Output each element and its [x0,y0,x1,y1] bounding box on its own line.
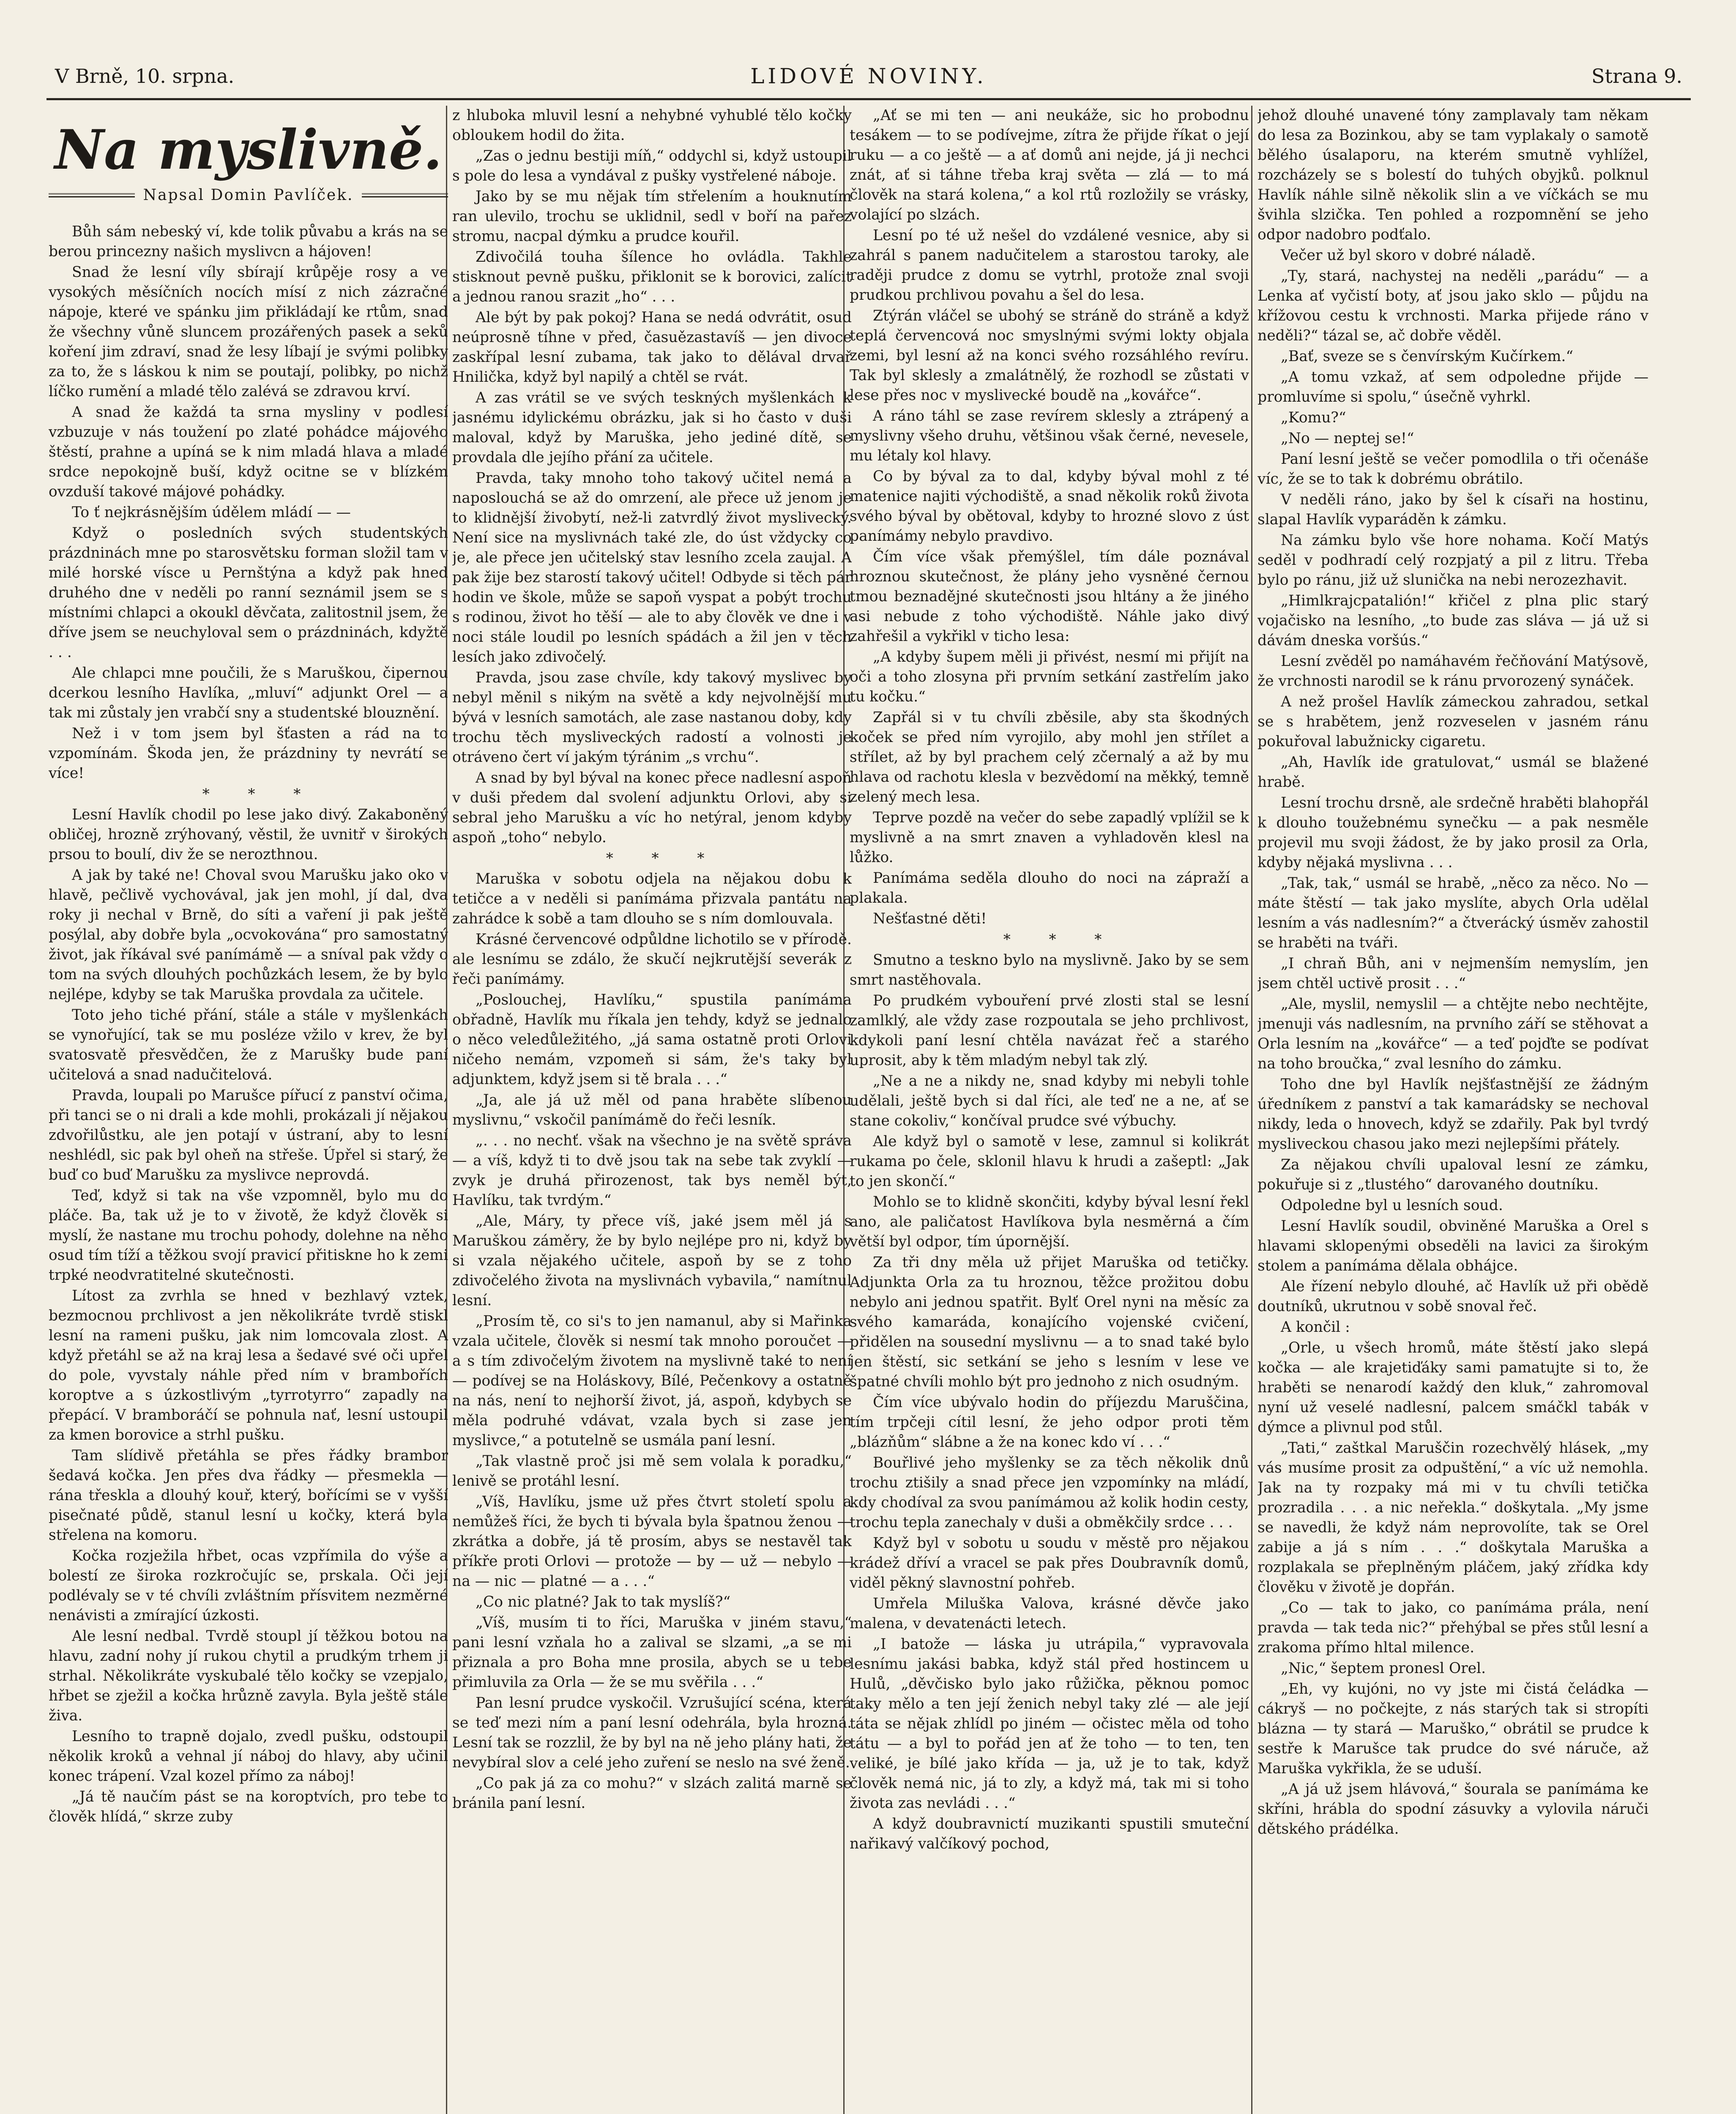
byline-row [49,185,448,205]
paragraph: Zapřál si v tu chvíli zběsile, aby sta škodných koček se před ním vyrojilo, aby mohl jen střílet a střílet, až by byl prachem celý zčernalý a až by mu hlava od rachotu klesla v bezvědomí na měkký, temně zelený mech lesa. [850,709,1249,805]
paragraph: „Ať se mi ten — ani neukáže, sic ho probodnu tesákem — to se podívejme, zítra že přijde říkat o její ruku — a co ještě — a ať domů ani nejde, já ji nechci znát, ať si táhne třeba kraj světa — zlá — to má člověk na stará kolena,“ a kol rtů rozložily se vrásky, volající po slzách. [850,107,1249,223]
paragraph: „Orle, u všech hromů, máte štěstí jako slepá kočka — ale krajetiďáky sami pamatujte si to, že hraběti se nenarodí každý den kluk,“ zahromoval nyní už veselé nadlesní, palcem smáčkl tabák v dýmce a plivnul pod stůl. [1258,1339,1649,1436]
paragraph: A než prošel Havlík zámeckou zahradou, setkal se s hrabětem, jenž rozveselen v jasném ránu pokuřoval labužnicky cigaretu. [1258,693,1649,750]
masthead-rule [46,98,1691,100]
paragraph: „Ale, Máry, ty přece víš, jaké jsem měl já s Maruškou záměry, že by bylo nejlépe pro ni, když by si vzala nějakého učitele, aspoň by se z toho zdivočelého života na myslivnách vybavila,“ namítnul lesní. [452,1213,852,1309]
paragraph: Ztýrán vláčel se ubohý se stráně do stráně a když teplá červencová noc smyslnými svými lokty objala zemi, byl lesní až na konci svého rozsáhlého revíru. Tak byl sklesly a zmalátnělý, že rozhodl se zůstati v lese přes noc v myslivecké boudě na „kovářce“. [850,307,1249,404]
paragraph: „Bať, sveze se s čenvírským Kučírkem.“ [1281,348,1574,365]
paragraph: Odpoledne byl u lesních soud. [1281,1197,1503,1214]
paragraph: Pan lesní prudce vyskočil. Vzrušující scéna, která se teď mezi ním a paní lesní odehrála, byla hrozná. Lesní tak se rozzlil, že by byl na ně jeho plány hati, že nevybíral slov a celé jeho zuření se neslo na své ženě. [452,1695,852,1771]
paragraph: Toto jeho tiché přání, stále a stále v myšlenkách se vynořující, tak se mu posléze vžilo v krev, že byl svatosvatě přesvědčen, že z Marušky bude paní učitelová a snad nadučitelová. [49,1007,448,1083]
paragraph: Ale být by pak pokoj? Hana se nedá odvrátit, osud neúprosně tíhne v před, časuězastavíš — jen divoce zaskřípal lesní zubama, tak jako to dělával drvař Hnilička, když byl napilý a chtěl se rvát. [452,309,852,386]
paragraph: „Ja, ale já už měl od pana hraběte slíbenou myslivnu,“ vskočil panímámě do řeči lesník. [452,1092,852,1128]
paragraph: Umřela Miluška Valova, krásné děvče jako malena, v devatenácti letech. [850,1595,1249,1632]
paragraph: Teď, když si tak na vše vzpomněl, bylo mu do pláče. Ba, tak už je to v životě, že když člověk si myslí, že nastane mu trochu pohody, dolehne na něho osud tím tíží a těžkou svojí pravicí přitiskne ho k zemi trpké neodvratitelné skutečnosti. [49,1187,448,1284]
paragraph: Kočka rozježila hřbet, ocas vzpřímila do výše a bolestí ze široka rozkročujíc se, prskala. Oči její podlévaly se v té chvíli zvláštním přísvitem nezměrné nenávisti a zmírající úzkosti. [49,1547,448,1624]
paragraph: „A kdyby šupem měli ji přivést, nesmí mi přijít na oči a toho zlosyna při prvním setkání zastřelím jako tu kočku.“ [850,649,1249,705]
masthead-title: LIDOVÉ NOVINY. [750,64,987,88]
paragraph: „Ty, stará, nachystej na neděli „parádu“ — a Lenka ať vyčistí boty, ať jsou jako sklo — půjdu na křížovou cestu k vrchnosti. Marka přijede ráno v neděli?“ tázal se, ač dobře věděl. [1258,268,1649,344]
paragraph: Co by býval za to dal, kdyby býval mohl z té matenice najiti východiště, a snad několik roků života svého býval by obětoval, kdyby to hrozné slovo z úst panímámy nebylo pravdivo. [850,468,1249,545]
paragraph: A končil : [1281,1319,1350,1336]
paragraph: „A tomu vzkaž, ať sem odpoledne přijde — promluvíme si spolu,“ úsečně vyhrkl. [1258,369,1649,405]
paragraph: „No — neptej se!“ [1281,430,1414,447]
paragraph: „Víš, musím ti to říci, Maruška v jiném stavu,“ pani lesní vzňala ho a zalival se slzami, „a se mi přiznala a pro Boha mne prosila, abych se u tebe přimluvila za Orla — že se mu svěřila . . .“ [452,1614,852,1691]
paragraph: A snad že každá ta srna mysliny v podlesí vzbuzuje v nás toužení po zlaté pohádce májového štěstí, prahne a upíná se k nim mladá hlava a mladé srdce nepokojně buší, když ocitne se v blízkém ovzduší takové májové pohádky. [49,404,448,500]
paragraph: A když doubravnictí muzikanti spustili smuteční nařikavý valčíkový pochod, [850,1816,1249,1852]
column-1 [49,106,448,2114]
paragraph: A ráno táhl se zase revírem sklesly a ztrápený a myslivny všeho druhu, většinou však černé, nevesele, mu létaly kol hlavy. [850,408,1249,464]
paragraph: Večer už byl skoro v dobré náladě. [1281,247,1536,264]
paragraph: „I chraň Bůh, ani v nejmenším nemyslím, jen jsem chtěl uctivě prosit . . .“ [1258,955,1649,992]
paragraph: Zdivočilá touha šílence ho ovládla. Takhle stisknout pevně pušku, přiklonit se k borovici, zalícit a jednou ranou srazit „ho“ . . . [452,249,852,305]
paragraph: Po prudkém vybouření prvé zlosti stal se lesní zamlklý, ale vždy zase rozpoutala se jeho prchlivost, kdykoli paní lesní chtěla navázat řeč a starého uprosit, aby k těm mladým nebyl tak zlý. [850,992,1249,1069]
paragraph: Ale když byl o samotě v lese, zamnul si kolikrát rukama po čele, sklonil hlavu k hrudi a zašeptl: „Jak to jen skončí.“ [850,1133,1249,1190]
paragraph: jehož dlouhé unavené tóny zamplavaly tam někam do lesa za Bozinkou, aby se tam vyplakaly o samotě bělého úsalaporu, na kterém smutně vyhlížel, rozcházely se s bolestí do tuhých obyjků. polknul Havlík náhle silně několik slin a ve víčkách se mu švihla slzička. Ten pohled a rozpomnění se jeho odpor nadobro podťalo. [1258,107,1649,243]
byline-rule-right [362,193,448,197]
paragraph: „Zas o jednu bestiji míň,“ oddychl si, když ustoupil s pole do lesa a vyndával z pušky vystřelené náboje. [452,148,852,184]
paragraph: „Nic,“ šeptem pronesl Orel. [1281,1660,1486,1677]
paragraph: Pravda, loupali po Marušce pířucí z panství očima, při tanci se o ni drali a kde mohli, prokázali jí nějakou zdvořilůstku, ale jen potají v ústraní, aby to lesní neshlédl, sic pak byl oheň na střeše. Úpřel si starý, že buď co buď Marušku za myslivce neprovdá. [49,1087,448,1183]
paragraph: „Ne a ne a nikdy ne, snad kdyby mi nebyli tohle udělali, ještě bych si dal říci, ale teď ne a ne, ať se stane cokoliv,“ končíval prudce své výbuchy. [850,1073,1249,1129]
column-4 [1258,106,1649,2114]
paragraph: Lesní Havlík soudil, obviněné Maruška a Orel s hlavami sklopenými obseděli na lavici za širokým stolem a panímáma dělala obhájce. [1258,1218,1649,1274]
paragraph: „Co — tak to jako, co panímáma prála, není pravda — tak teda nic?“ přehýbal se přes stůl lesní a zrakoma přímo hltal milence. [1258,1599,1649,1656]
paragraph: „Poslouchej, Havlíku,“ spustila panímáma obřadně, Havlík mu říkala jen tehdy, když se jednalo o něco veledůležitého, „já sama ostatně proti Orlovi ničeho nemám, vzpomeň si sám, že's taky byl adjunktem, když jsem si tě brala . . .“ [452,991,852,1088]
paragraph: „Já tě naučím pást se na koroptvích, pro tebe to člověk hlídá,“ skrze zuby [49,1788,448,1825]
paragraph: „Co pak já za co mohu?“ v slzách zalitá marně se bránila paní lesní. [452,1775,852,1812]
paragraph: Snad že lesní víly sbírají krůpěje rosy a ve vysokých měsíčních nocích mísí z nich zázračné nápoje, které ve spánku jim přikládají ke rtům, snad že všechny vůně sluncem prozářených pasek a seků koření jim zdraví, snad že lesy líbají je svými polibky za to, že s láskou k nim se poutají, polibky, po nichž líčko rumění a mladé tělo zalévá se zdravou krví. [49,264,448,400]
paragraph: Lesní Havlík chodil po lese jako divý. Zakaboněný obličej, hrozně zrýhovaný, věstil, že uvnitř v širokých prsou to boulí, div že se nerozthnou. [49,806,448,863]
paragraph: Když o posledních svých studentských prázdninách mne po starosvětsku forman složil tam v milé horské vísce u Pernštýna a když pak hned druhého dne v neděli po ranní seznámil jsem se s místními chlapci a okoukl děvčata, zalitostnil jsem, že dříve jsem se neuchyloval sem o prázdninách, kdyžtě . . . [49,525,448,661]
paragraph: Pravda, jsou zase chvíle, kdy takový myslivec by nebyl měnil s nikým na světě a kdy nejvolnější mu bývá v lesních samotách, ale zase nastanou doby, kdy trochu těch mysliveckých radostí a volnosti je otráveno čert ví jakým týránim „s vrchu“. [452,669,852,766]
paragraph: „Co nic platné? Jak to tak myslíš?“ [476,1594,731,1610]
paragraph: „Komu?“ [1281,409,1346,426]
article-byline: Napsal Domin Pavlíček. [143,186,354,204]
paragraph: Na zámku bylo vše hore nohama. Kočí Matýs seděl v podhradí celý rozpjatý a pil z litru. Třeba bylo po ránu, již už slunička na nebi nerozezhavit. [1258,532,1649,589]
paragraph: Maruška v sobotu odjela na nějakou dobu k tetičce a v neděli si panímáma přizvala pantátu na zahrádce k sobě a tam dlouho se s ním domlouvala. [452,871,852,927]
paragraph: Čím více ubývalo hodin do příjezdu Maruščina, tím trpčeji cítil lesní, že jeho odpor proti těm „blázňům“ slábne a že na konec kdo ví . . .“ [850,1394,1249,1451]
section-separator: * * * [606,850,722,867]
paragraph: „Tati,“ zaštkal Maruščin rozechvělý hlásek, „my vás musíme prosit za odpuštění,“ a víc už nemohla. Jak na ty rozpaky má mi v tu chvíli tetička prozradila . . . a nic neřekla.“ doškytala. „My jsme se navedli, že když nám neprovolíte, tak se Orel zabije a já s ním . . .“ doškytala Maruška a rozplakala se přeplněným pláčem, jaký zřídka kdy člověku v životě je dopřán. [1258,1440,1649,1596]
paragraph: Lesní trochu drsně, ale srdečně hraběti blahopřál k dlouho toužebnému synečku — a pak nesměle projevil mu svoji žádost, že by jako prosil za Orla, kdyby nějaká myslivna . . . [1258,794,1649,871]
column-1-body [49,222,448,1827]
section-separator: * * * [1003,931,1119,948]
paragraph: „Eh, vy kujóni, no vy jste mi čistá čeládka — cákryš — no počkejte, z nás starých tak si stropíti blázna — ty stará — Maruško,“ obrátil se prudce k sestře k Marušce tak prudce do své náruče, až Maruška vykřikla, že se uduší. [1258,1681,1649,1777]
paragraph: Ale lesní nedbal. Tvrdě stoupl jí těžkou botou na hlavu, zadní nohy jí rukou chytil a prudkým trhem ji strhal. Několikráte vyskubalé tělo kočky se vzepjalo, hřbet se zježil a kočka hrůzně zavyla. Byla ještě stále živa. [49,1628,448,1724]
paragraph: „I batože — láska ju utrápila,“ vypravovala lesnímu jakási babka, když stál před hostincem u Hulů, „děvčisko bylo jako růžička, pěknou pomoc taky mělo a ten její ženich nebyl taky zlé — ale její táta se nějak zhlídl po jiném — očistec měla od toho tátu — a byl to pořád jen ať že toho — to ten, ten veliké, je bílé jako křída — ja, už je to tak, když člověk nemá nic, já to zly, a když má, tak mi si toho života zas nevládi . . .“ [850,1636,1249,1812]
paragraph: Mohlo se to klidně skončiti, kdyby býval lesní řekl ano, ale paličatost Havlíkova byla nesměrná a čím větší byl odpor, tím úpornější. [850,1194,1249,1250]
paragraph: Bouřlivé jeho myšlenky se za těch několik dnů trochu ztišily a snad přece jen vzpomínky na mládí, kdy chodíval za svou panímámou až kolik hodin cesty, trochu tepla zanechaly v duši a obměkčily srdce . . . [850,1454,1249,1531]
paragraph: Čím více však přemýšlel, tím dále poznával hroznou skutečnost, že plány jeho vysněné černou tmou beznadějné skutečnosti jsou hltány a že jiného asi nebude z toho východiště. Náhle jako divý zahřešil a vykřikl v ticho lesa: [850,548,1249,645]
masthead [55,61,1682,91]
paragraph: Toho dne byl Havlík nejšťastnější ze žádným úředníkem z panství a tak kamarádsky se nechoval nikdy, leda o hnovech, když se zdařily. Pak byl tvrdý mysliveckou chasou jako mezi nejlepšími přátely. [1258,1076,1649,1153]
paragraph: A snad by byl býval na konec přece nadlesní aspoň v duši předem dal svolení adjunktu Orlovi, aby si sebral jeho Marušku a víc ho netýral, jenom kdyby aspoň „toho“ nebylo. [452,769,852,846]
paragraph: Za tři dny měla už přijet Maruška od tetičky. Adjunkta Orla za tu hroznou, těžce prožitou dobu nebylo ani jednou spatřit. Bylť Orel nyni na měsíc za svého kamaráda, konajícího vojenské cvičení, přidělen na sousední myslivnu — a to snad také bylo jen štěstí, sic setkání se jeho s lesním v lese ve špatné chvíli mohlo být pro jednoho z nich osudným. [850,1254,1249,1390]
paragraph: Nešťastné děti! [873,910,987,927]
paragraph: A jak by také ne! Choval svou Marušku jako oko v hlavě, pečlivě vychovával, jak jen mohl, jí dal, dva roky ji nechal v Brně, do síti a vaření ji pak ještě posýlal, aby dobře byla „ocvokována“ pro samostatný život, jak říkával své panímámě — a sníval pak vždy o tom na svých dlouhých pochůzkách lesem, že by bylo nejlépe, kdyby se tak Maruška provdala za učitele. [49,867,448,1003]
paragraph: Bůh sám nebeský ví, kde tolik půvabu a krás na se berou princezny našich myslivcn a hájoven! [49,223,448,260]
paragraph: z hluboka mluvil lesní a nehybné vyhublé tělo kočky obloukem hodil do žita. [452,107,852,144]
paragraph: To ť nejkrásnějším údělem mládí — — [72,504,351,521]
paragraph: Teprve pozdě na večer do sebe zapadlý vplížil se k myslivně a na smrt znaven a vyhladověn klesl na lůžko. [850,809,1249,866]
paragraph: „Tak, tak,“ usmál se hrabě, „něco za něco. No — máte štěstí — tak jako myslíte, abych Orla udělal lesním a vás nadlesním?“ a čtverácký úsměv zahostil se hraběti na tváři. [1258,875,1649,951]
column-3 [850,106,1249,2114]
masthead-date: V Brně, 10. srpna. [55,65,235,88]
paragraph: Krásné červencové odpůldne lichotilo se v přírodě. ale lesnímu se zdálo, že skučí nejkrutější severák z řeči panímámy. [452,931,852,988]
paragraph: Panímáma seděla dlouho do noci na zápraží a plakala. [850,870,1249,906]
paragraph: „Ah, Havlík ide gratulovat,“ usmál se blažené hrabě. [1258,754,1649,791]
paragraph: „. . . no nechť. však na všechno je na světě správa — a víš, když ti to dvě jsou tak na sebe tak zvyklí — zvyk je druhá přirozenost, tak bys neměl být, Havlíku, tak tvrdým.“ [452,1132,852,1209]
paragraph: „Víš, Havlíku, jsme už přes čtvrt století spolu a nemůžeš říci, že bych ti bývala byla špatnou ženou — zkrátka a dobře, já tě prosím, abys se nestavěl tak příkře proti Orlovi — protože — by — už — nebylo — na — nic — platné — a . . .“ [452,1493,852,1590]
paragraph: Lesní zvěděl po namáhavém řečňování Matýsově, že vrchnosti narodil se k ránu prvorozený synáček. [1258,653,1649,690]
paragraph: „A já už jsem hlávová,“ šourala se panímáma ke skříni, hrábla do spodní zásuvky a vylovila náruči dětského prádélka. [1258,1781,1649,1837]
column-divider [1251,106,1252,2114]
paragraph: Pravda, taky mnoho toho takový učitel nemá a naposlouchá se až do omrzení, ale přece už jenom je to klidnější živobytí, než-li zatvrdlý život myslivecký. Není sice na myslivnách také zle, do úst vždycky co je, ale přece jen učitelský stav lesního zcela zaujal. A pak žije bez starostí takový učitel! Odbyde si těch pár hodin ve škole, může se sapoň vyspat a pobýt trochu s rodinou, život ho těší — ale to aby člověk ve dne i v noci stále loudil po lesních spádách a žil jen v těch lesích jako zdivočelý. [452,470,852,665]
paragraph: Když byl v sobotu u soudu v městě pro nějakou krádež dříví a vracel se pak přes Doubravník domů, viděl pěkný slavnostní pohřeb. [850,1535,1249,1591]
paragraph: Jako by se mu nějak tím střelením a houknutím ran ulevilo, trochu se uklidnil, sedl v boří na pařez stromu, nacpal dýmku a prudce kouřil. [452,188,852,245]
paragraph: Lítost za zvrhla se hned v bezhlavý vztek, bezmocnou prchlivost a jen několikráte tvrdě stiskl lesní na rameni pušku, jak nim lomcovala zlost. A když přetáhl se až na kraj lesa a šedavé své oči upřel do pole, vyvstaly náhle před ním v brambořích koroptve a s úzkostlivým „tyrrotyrro“ zapadly na přepácí. V bramboráčí se pohnula nať, lesní ustoupil za kmen borovice a strhl pušku. [49,1287,448,1443]
paragraph: „Ale, myslil, nemyslil — a chtějte nebo nechtějte, jmenuji vás nadlesním, na prvního září se stěhovat a Orla lesním na „kovářce“ — a teď pojďte se podívat na toho broučka,“ zval lesního do zámku. [1258,996,1649,1072]
section-separator: * * * [202,786,318,802]
paragraph: Smutno a teskno bylo na myslivně. Jako by se sem smrt nastěhovala. [850,952,1249,989]
paragraph: Tam slídivě přetáhla se přes řádky brambor šedavá kočka. Jen přes dva řádky — přesmekla — rána třeskla a dlouhý kouř, který, bořícími se v vyšší pisečnaté půdě, stanul lesní u kočky, která byla střelena na komoru. [49,1447,448,1544]
paragraph: V neděli ráno, jako by šel k císaři na hostinu, slapal Havlík vyparáděn k zámku. [1258,491,1649,528]
column-2 [452,106,852,2114]
paragraph: „Himlkrajcpatalión!“ křičel z plna plic starý vojačisko na lesního, „to bude zas sláva — já už si dávám dneska voršús.“ [1258,592,1649,649]
byline-rule-left [49,193,135,197]
paragraph: Ale řízení nebylo dlouhé, ač Havlík už při obědě doutníků, ukrutnou v sobě snoval řeč. [1258,1278,1649,1315]
paragraph: Za nějakou chvíli upaloval lesní ze zámku, pokuřuje si z „tlustého“ darovaného doutníku. [1258,1156,1649,1193]
paragraph: A zas vrátil se ve svých teskných myšlenkách k jasnému idylickému obrázku, jak si ho často v duši maloval, když by Maruška, jeho jediné dítě, se provdala dle jejího přání za učitele. [452,389,852,466]
masthead-page-number: Strana 9. [1591,65,1682,88]
paragraph: Ale chlapci mne poučili, že s Maruškou, čipernou dcerkou lesního Havlíka, „mluví“ adjunkt Orel — a tak mi zůstaly jen vrabčí sny a studentské blouznění. [49,665,448,721]
paragraph: Než i v tom jsem byl šťasten a rád na to vzpomínám. Škoda jen, že prázdniny ty nevrátí se více! [49,725,448,782]
article-title: Na myslivně. [54,118,443,182]
paragraph: Lesního to trapně dojalo, zvedl pušku, odstoupil několik kroků a vehnal jí náboj do hlavy, aby učinil konec trápení. Vzal kozel přímo za náboj! [49,1728,448,1785]
paragraph: „Tak vlastně proč jsi mě sem volala k poradku,“ lenivě se protáhl lesní. [452,1453,852,1490]
paragraph: Lesní po té už nešel do vzdálené vesnice, aby si zahrál s panem nadučitelem a starostou taroky, ale raději prudce z domu se vytrhl, protože znal svoji prudkou prchlivou povahu a šel do lesa. [850,227,1249,304]
paragraph: „Prosím tě, co si's to jen namanul, aby si Mařinka vzala učitele, člověk si nesmí tak mnoho poroučet — a s tím zdivočelým životem na myslivně také to není — podívej se na Holáskovy, Bílé, Pečenkovy a ostatně na nás, není to nejhorší život, já, aspoň, kdybych se měla podruhé vdávat, vzala bych si zase jen myslivce,“ a potutelně se usmála paní lesní. [452,1313,852,1449]
paragraph: Paní lesní ještě se večer pomodlila o tři očenáše víc, že se to tak k dobrému obrátilo. [1258,451,1649,487]
